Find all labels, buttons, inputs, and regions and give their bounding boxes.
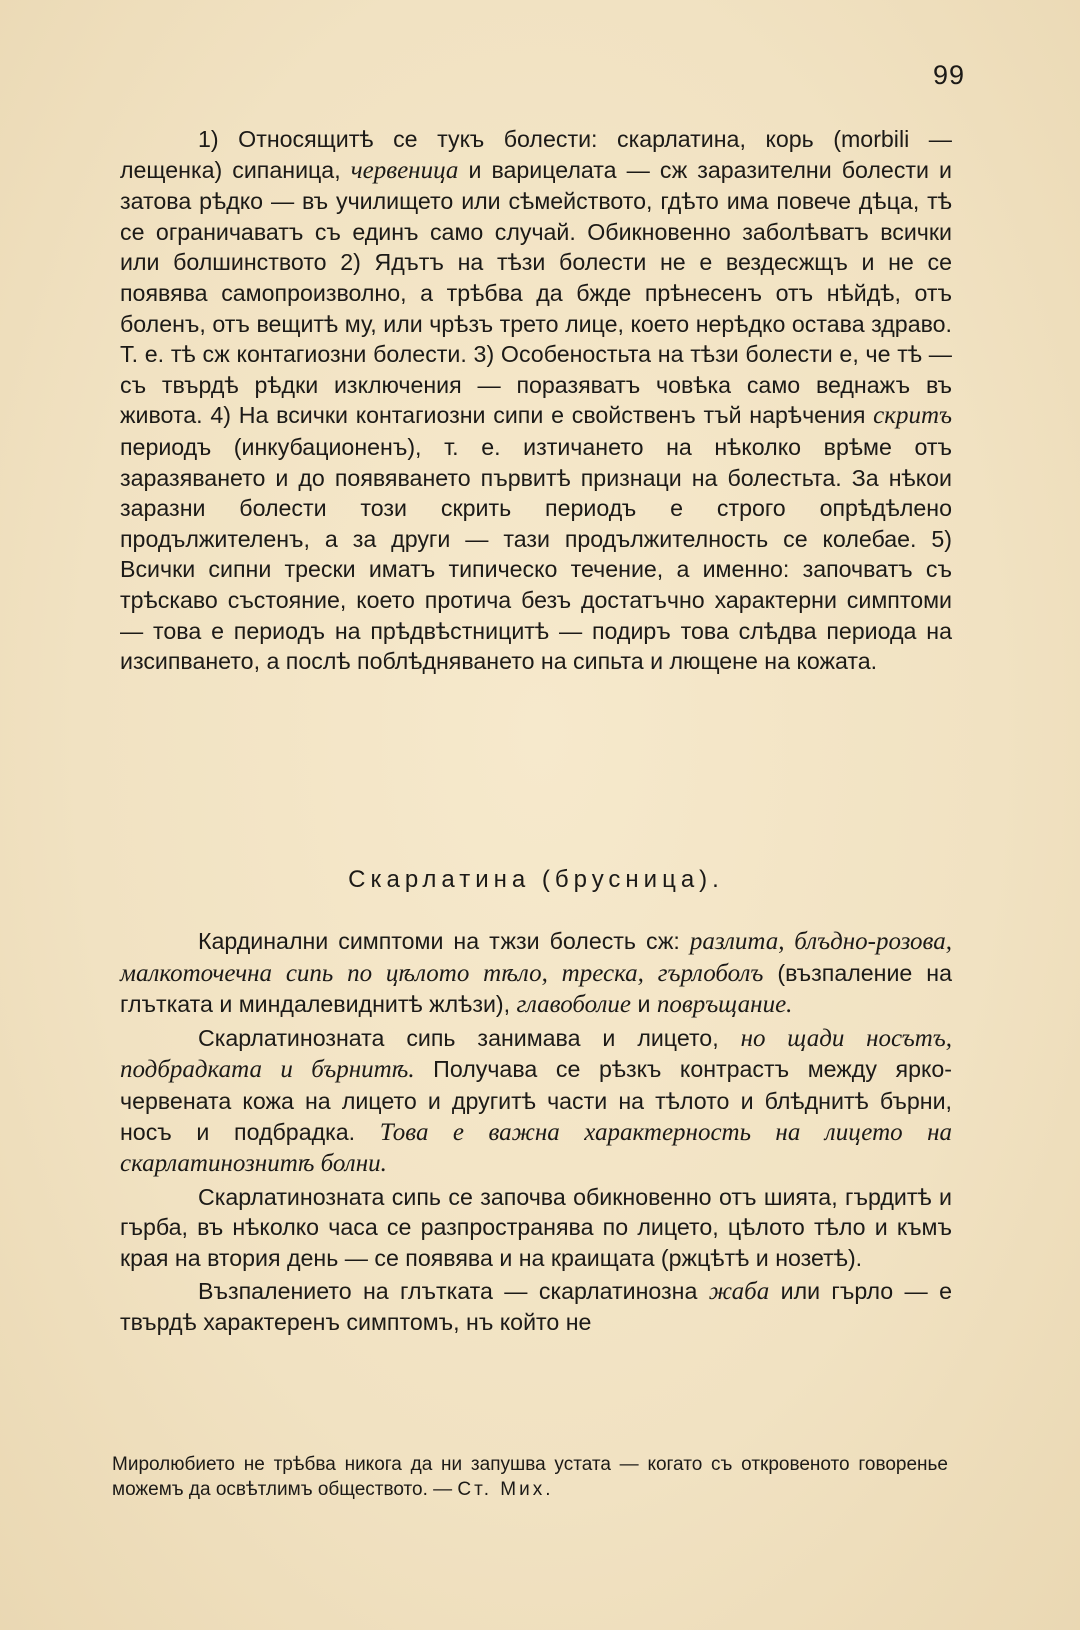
text-run: Кардинални симптоми на тжзи болесть сж: xyxy=(198,928,690,954)
face-paragraph xyxy=(120,1023,952,1180)
page-number: 99 xyxy=(932,60,965,90)
intro-paragraph-block xyxy=(120,124,952,677)
italic-term: Това е важна характерность на лицето на скарлатинознитѣ болни. xyxy=(120,1118,952,1178)
section-heading: Скарлатина (брусница). xyxy=(348,866,724,893)
throat-paragraph xyxy=(120,1276,952,1338)
italic-term: скритъ xyxy=(873,402,952,430)
italic-term: червеница xyxy=(350,156,459,184)
italic-term: но щади носътъ, подбрадката и бърнитѣ. xyxy=(120,1024,953,1084)
italic-term: жаба xyxy=(708,1277,770,1305)
italic-term: разлита, блъдно-розова, малкоточечна сипь по цѣлото тѣло, треска, гърлоболъ xyxy=(120,928,952,987)
text-run: 1) Относящитѣ се тукъ болести: скарлатина, корь (morbili — лещенка) сипаница, xyxy=(120,126,952,183)
text-run: периодъ (инкубационенъ), т. е. изтичането на нѣколко врѣме отъ заразяването и до появяването първитѣ признаци на болестьта. За нѣкои заразни болести този скрить периодъ е строго опрѣдѣлено продължителенъ, а за други — тази продължителность се колебае. 5) Всички сипни трески иматъ типическо течение, а именно: започватъ съ трѣскаво състояние, което протича безъ достатъчно характерни симптоми — това е периодъ на прѣдвѣстницитѣ — подиръ това слѣдва периода на изсипването, а послѣ поблѣдняването на сипьта и лющене на кожата. xyxy=(120,433,952,675)
italic-term: главоболие xyxy=(516,991,631,1019)
intro-paragraph xyxy=(120,124,952,677)
text-run: или гърло — е твърдѣ характеренъ симптомъ, нъ който не xyxy=(120,1277,952,1336)
text-run: Възпалението на глътката — скарлатинозна xyxy=(198,1277,709,1304)
quote-text: Миролюбието не трѣбва никога да ни запушва устата — когато съ откровеното говоренье можемъ да освѣтлимъ обществото. — xyxy=(112,1454,948,1500)
text-run: (възпаление на глътката и миндалевиднитѣ жлѣзи), xyxy=(120,959,953,1018)
footnote-quote xyxy=(112,1452,948,1502)
scarlatina-text-block xyxy=(120,926,952,1338)
text-run: Скарлатинозната сипь занимава и лицето, xyxy=(198,1024,741,1051)
rash-spread-paragraph: Скарлатинозната сипь се започва обикновенно отъ шията, гърдитѣ и гърба, въ нѣколко часа се разпространява по лицето, цѣлото тѣло и къмъ края на втория день — се появява и на краищата (ржцѣтѣ и нозетѣ). xyxy=(120,1183,952,1271)
text-run: и варицелата — сж заразителни болести и затова рѣдко — въ училището или сѣмейството, гдѣто има повече дѣца, тѣ се ограничаватъ съ единъ само случай. Обикновенно заболѣватъ всички или болшинството 2) Ядътъ на тѣзи болести не е вездесжщъ и не се появява самопроизволно, а трѣбва да бжде прѣнесенъ отъ нѣйдѣ, отъ боленъ, отъ вещитѣ му, или чрѣзъ трето лице, което нерѣдко остава здраво. Т. е. тѣ сж контагиозни болести. 3) Особеностьта на тѣзи болести е, че тѣ — съ твърдѣ рѣдки изключения — поразяватъ човѣка само веднажъ въ живота. 4) На всички контагиозни сипи е свойственъ тъй нарѣчения xyxy=(120,156,952,429)
quote-author: Ст. Мих. xyxy=(457,1479,554,1500)
text-run: Получава се рѣзкъ контрастъ между ярко-червената кожа на лицето и другитѣ части на тѣлото и блѣднитѣ бърни, носъ и подбрадка. xyxy=(120,1056,952,1145)
italic-term: повръщание. xyxy=(656,991,793,1019)
symptoms-paragraph xyxy=(120,926,952,1021)
text-run: и xyxy=(631,991,657,1018)
